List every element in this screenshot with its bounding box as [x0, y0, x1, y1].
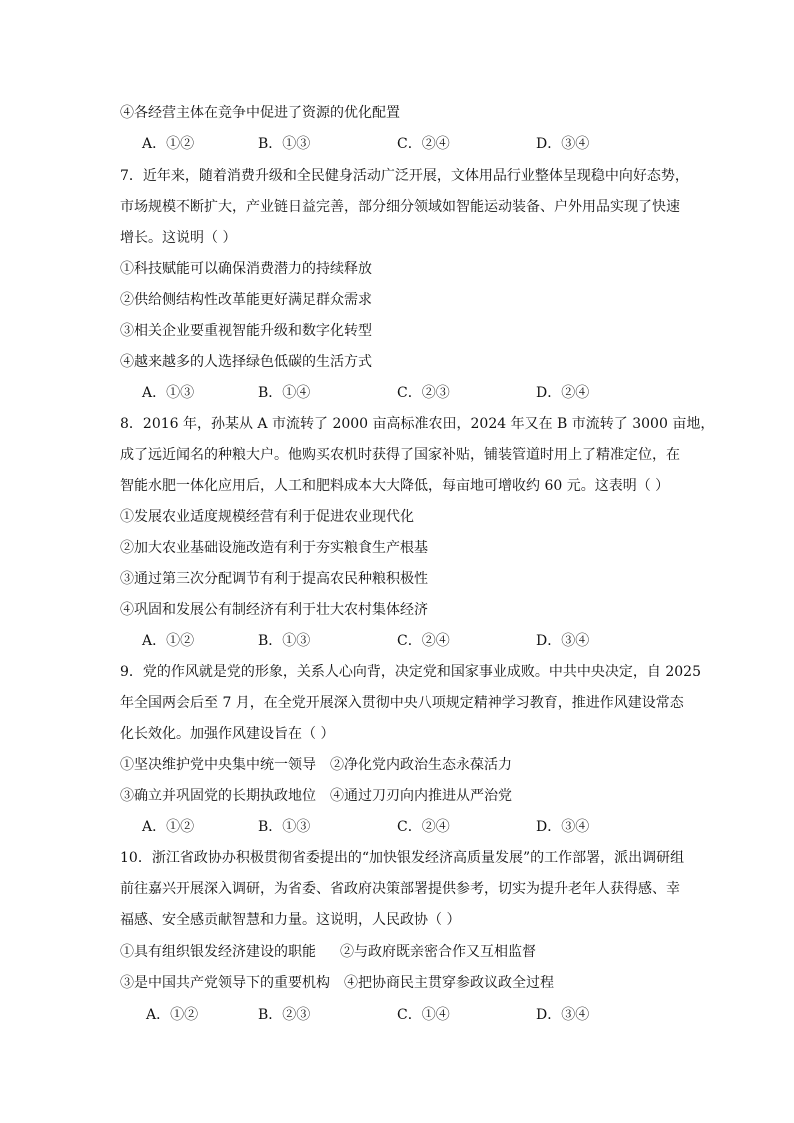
q9-stem-line-3: 化长效化。加强作风建设旨在（ ） [120, 726, 335, 742]
q7-stem-line-3: 增长。这说明（ ） [120, 230, 237, 246]
q9-choice-b: B．①③ [258, 819, 311, 835]
q10-option-4: ④把协商民主贯穿参政议政全过程 [344, 975, 554, 991]
q7-choice-c: C．②③ [397, 385, 450, 401]
q10-option-3: ③是中国共产党领导下的重要机构 [120, 975, 330, 991]
q10-options-row-2 [120, 973, 554, 993]
q8-choice-a: A．①② [142, 633, 195, 649]
q7-choice-a: A．①③ [142, 385, 195, 401]
q6-option-4: ④各经营主体在竞争中促进了资源的优化配置 [120, 105, 400, 121]
q6-choice-d: D．③④ [536, 136, 590, 152]
q10-option-1: ①具有组织银发经济建设的职能 [120, 944, 316, 960]
q10-choice-b: B．②③ [258, 1007, 311, 1023]
q7-choice-b: B．①④ [258, 385, 311, 401]
q8-option-3: ③通过第三次分配调节有利于提高农民种粮积极性 [120, 571, 428, 587]
q9-stem-line-1: 9．党的作风就是党的形象，关系人心向背，决定党和国家事业成败。中共中央决定，自 2025 [120, 664, 701, 680]
q10-choice-c: C．①④ [397, 1007, 450, 1023]
q6-choice-b: B．①③ [258, 136, 311, 152]
q10-option-2: ②与政府既亲密合作又互相监督 [340, 944, 536, 960]
q9-options-row-2 [120, 786, 512, 806]
q9-options-row-1 [120, 755, 512, 775]
q6-choice-c: C．②④ [397, 136, 450, 152]
q8-option-2: ②加大农业基础设施改造有利于夯实粮食生产根基 [120, 540, 428, 556]
q9-stem-line-2: 年全国两会后至 7 月，在全党开展深入贯彻中央八项规定精神学习教育，推进作风建设常态 [120, 695, 684, 711]
q8-stem-line-2: 成了远近闻名的种粮大户。他购买农机时获得了国家补贴，铺装管道时用上了精准定位，在 [120, 447, 680, 463]
q9-option-3: ③确立并巩固党的长期执政地位 [120, 788, 316, 804]
q6-choice-a: A．①② [142, 136, 195, 152]
q8-stem-line-1: 8．2016 年，孙某从 A 市流转了 2000 亩高标准农田，2024 年又在 B 市流转了 3000 亩地， [120, 416, 715, 432]
q9-choice-a: A．①② [142, 819, 195, 835]
q7-option-1: ①科技赋能可以确保消费潜力的持续释放 [120, 261, 372, 277]
q10-choice-d: D．③④ [536, 1007, 590, 1023]
q9-option-1: ①坚决维护党中央集中统一领导 [120, 757, 316, 773]
q10-stem-line-2: 前往嘉兴开展深入调研，为省委、省政府决策部署提供参考，切实为提升老年人获得感、幸 [120, 881, 680, 897]
q8-option-1: ①发展农业适度规模经营有利于促进农业现代化 [120, 509, 414, 525]
q9-choice-c: C．②④ [397, 819, 450, 835]
q7-stem-line-2: 市场规模不断扩大，产业链日益完善，部分细分领域如智能运动装备、户外用品实现了快速 [120, 199, 680, 215]
q9-choice-d: D．③④ [536, 819, 590, 835]
q10-stem-line-1: 10．浙江省政协办积极贯彻省委提出的“加快银发经济高质量发展”的工作部署，派出调研组 [120, 850, 685, 866]
q10-choice-a: A．①② [146, 1007, 199, 1023]
q7-option-3: ③相关企业要重视智能升级和数字化转型 [120, 323, 372, 339]
q8-choice-b: B．①③ [258, 633, 311, 649]
q10-stem-line-3: 福感、安全感贡献智慧和力量。这说明，人民政协（ ） [120, 912, 461, 928]
q8-choice-d: D．③④ [536, 633, 590, 649]
q9-option-2: ②净化党内政治生态永葆活力 [330, 757, 512, 773]
q7-option-4: ④越来越多的人选择绿色低碳的生活方式 [120, 354, 372, 370]
q9-option-4: ④通过刀刃向内推进从严治党 [330, 788, 512, 804]
q7-stem-line-1: 7．近年来，随着消费升级和全民健身活动广泛开展，文体用品行业整体呈现稳中向好态势， [120, 168, 689, 184]
q8-option-4: ④巩固和发展公有制经济有利于壮大农村集体经济 [120, 602, 428, 618]
q10-options-row-1 [120, 942, 536, 962]
q8-stem-line-3: 智能水肥一体化应用后，人工和肥料成本大大降低，每亩地可增收约 60 元。这表明（ ） [120, 478, 670, 494]
q7-choice-d: D．②④ [536, 385, 590, 401]
q7-option-2: ②供给侧结构性改革能更好满足群众需求 [120, 292, 372, 308]
q8-choice-c: C．②④ [397, 633, 450, 649]
